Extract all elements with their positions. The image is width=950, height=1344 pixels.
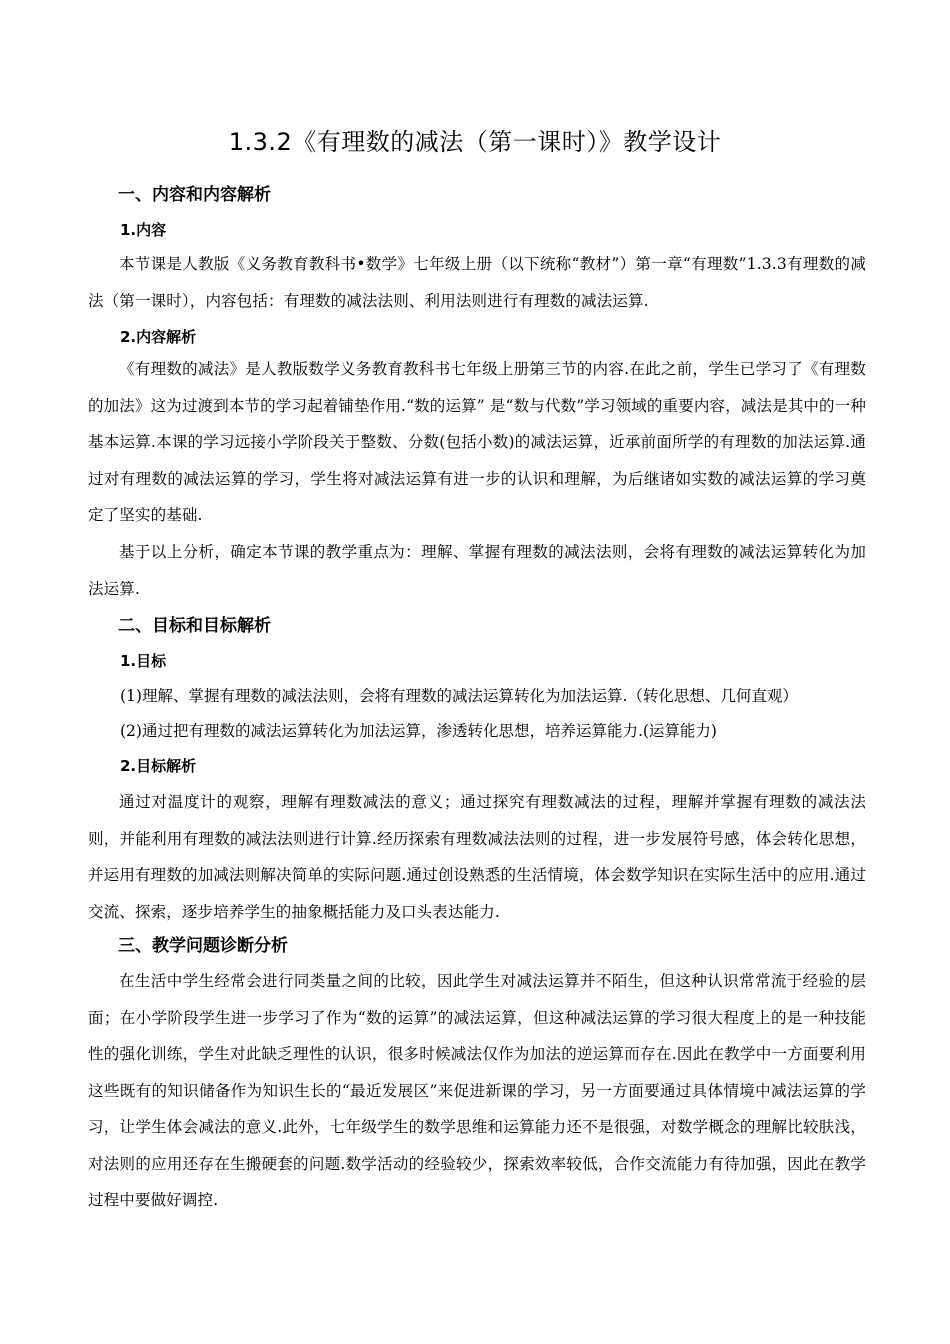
paragraph-goals-analysis: 通过对温度计的观察，理解有理数减法的意义；通过探究有理数减法的过程，理解并掌握有理数的减法法则，并能利用有理数的减法法则进行计算.经历探索有理数减法法则的过程，进一步发展符号感，体会转化思想，并运用有理数的加减法则解决简单的实际问题.通过创设熟悉的生活情境，体会数学知识在实际生活中的应用.通过交流、探索，逐步培养学生的抽象概括能力及口头表达能力. (88, 793, 866, 921)
subheading-goals-analysis: 2.目标解析 (120, 757, 197, 775)
subheading-content: 1.内容 (120, 221, 167, 239)
section-heading-content: 一、内容和内容解析 (118, 185, 271, 205)
goal-item-1: (1)理解、掌握有理数的减法法则，会将有理数的减法运算转化为加法运算.（转化思想、几何直观） (120, 687, 798, 705)
paragraph-content-analysis: 《有理数的减法》是人教版数学义务教育教科书七年级上册第三节的内容.在此之前，学生已学习了《有理数的加法》这为过渡到本节的学习起着铺垫作用.“数的运算” 是“数与代数”学习领域的重要内容，减法是其中的一种基本运算.本课的学习远接小学阶段关于整数、分数(包括小数)的减法运算，近承前面所学的有理数的加法运算.通过对有理数的减法运算的学习，学生将对减法运算有进一步的认识和理解，为后继诸如实数的减法运算的学习奠定了坚实的基础. (88, 360, 867, 524)
paragraph-teaching-focus: 基于以上分析，确定本节课的教学重点为：理解、掌握有理数的减法法则，会将有理数的减法运算转化为加法运算. (88, 543, 866, 598)
subheading-content-analysis: 2.内容解析 (120, 328, 197, 346)
section-heading-goals: 二、目标和目标解析 (118, 616, 271, 636)
subheading-goals: 1.目标 (120, 652, 167, 670)
section-heading-diagnosis: 三、教学问题诊断分析 (118, 936, 288, 956)
paragraph-diagnosis: 在生活中学生经常会进行同类量之间的比较，因此学生对减法运算并不陌生，但这种认识常常流于经验的层面；在小学阶段学生进一步学习了作为“数的运算”的减法运算，但这种减法运算的学习很大程度上的是一种技能性的强化训练，学生对此缺乏理性的认识，很多时候减法仅作为加法的逆运算而存在.因此在教学中一方面要利用这些既有的知识储备作为知识生长的“最近发展区”来促进新课的学习，另一方面要通过具体情境中减法运算的学习，让学生体会减法的意义.此外，七年级学生的数学思维和运算能力还不是很强，对数学概念的理解比较肤浅，对法则的应用还存在生搬硬套的问题.数学活动的经验较少，探索效率较低，合作交流能力有待加强，因此在教学过程中要做好调控. (88, 972, 866, 1209)
paragraph-content: 本节课是人教版《义务教育教科书•数学》七年级上册（以下统称“教材”）第一章“有理数”1.3.3有理数的减法（第一课时），内容包括：有理数的减法法则、利用法则进行有理数的减法运算. (88, 255, 866, 310)
goal-item-2: (2)通过把有理数的减法运算转化为加法运算，渗透转化思想，培养运算能力.(运算能力) (120, 722, 717, 740)
document-title: 1.3.2《有理数的减法（第一课时）》教学设计 (228, 128, 722, 156)
